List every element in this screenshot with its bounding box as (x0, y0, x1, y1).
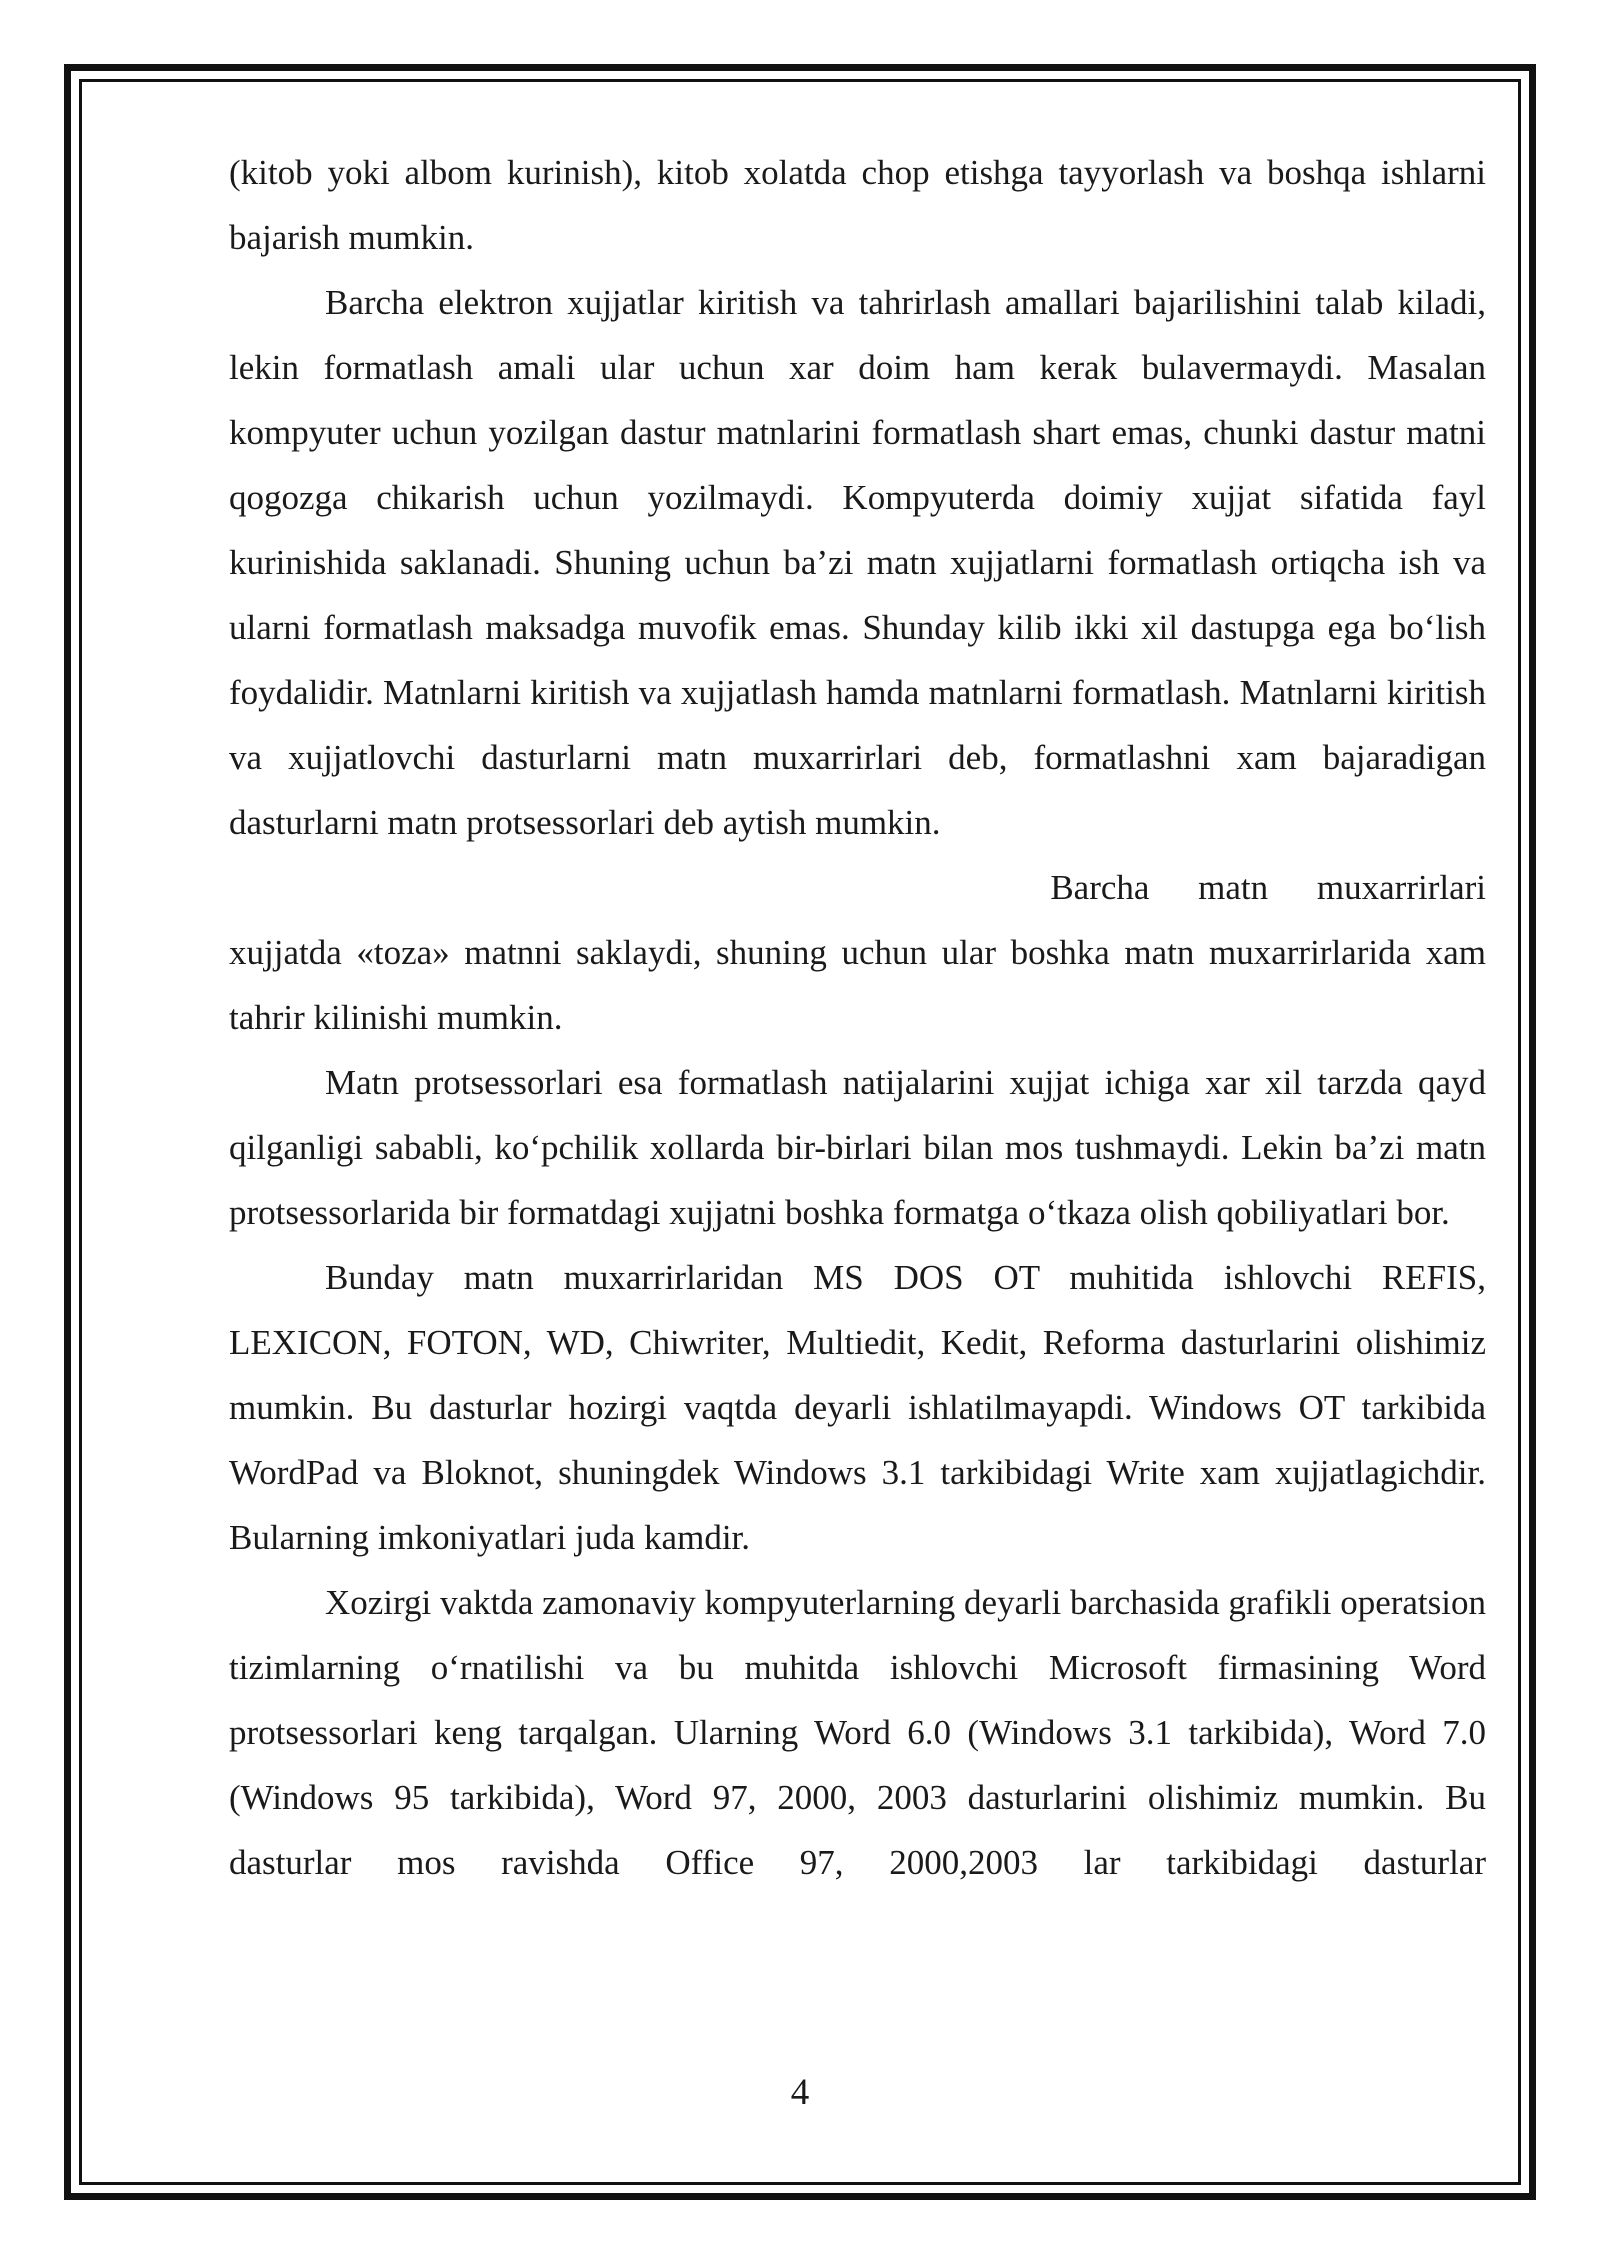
paragraph-2: Barcha elektron xujjatlar kiritish va tahrirlash amallari bajarilishini talab kiladi, lekin formatlash amali ular uchun xar doim ham kerak bulavermaydi. Masalan kompyuter uchun yozilgan dastur matnlarini formatlash shart emas, chunki dastur matni qogozga chikarish uchun yozilmaydi. Kompyuterda doimiy xujjat sifatida fayl kurinishida saklanadi. Shuning uchun ba’zi matn xujjatlarni formatlash ortiqcha ish va ularni formatlash maksadga muvofik emas. Shunday kilib ikki xil dastupga ega bo‘lish foydalidir. Matnlarni kiritish va xujjatlash hamda matnlarni formatlash. Matnlarni kiritish va xujjatlovchi dasturlarni matn muxarrirlari deb, formatlashni xam bajaradigan dasturlarni matn protsessorlari deb aytish mumkin. (229, 283, 1486, 842)
paragraph-5: Matn protsessorlari esa formatlash natijalarini xujjat ichiga xar xil tarzda qayd qilganligi sababli, ko‘pchilik xollarda bir-birlari bilan mos tushmaydi. Lekin ba’zi matn protsessorlarida bir formatdagi xujjatni boshka formatga o‘tkaza olish qobiliyatlari bor. (229, 1063, 1486, 1232)
page-number: 4 (790, 2072, 810, 2113)
document-body (229, 140, 1486, 1895)
paragraph-7: Xozirgi vaktda zamonaviy kompyuterlarning deyarli barchasida grafikli operatsion tizimlarning o‘rnatilishi va bu muhitda ishlovchi Microsoft firmasining Word protsessorlari keng tarqalgan. Ularning Word 6.0 (Windows 3.1 tarkibida), Word 7.0 (Windows 95 tarkibida), Word 97, 2000, 2003 dasturlarini olishimiz mumkin. Bu dasturlar mos ravishda Office 97, 2000,2003 lar tarkibidagi dasturlar (229, 1583, 1486, 1882)
paragraph-4: xujjatda «toza» matnni saklaydi, shuning uchun ular boshka matn muxarrirlarida xam tahrir kilinishi mumkin. (229, 933, 1486, 1037)
paragraph-6: Bunday matn muxarrirlaridan MS DOS OT muhitida ishlovchi REFIS, LEXICON, FOTON, WD, Chiwriter, Multiedit, Kedit, Reforma dasturlarini olishimiz mumkin. Bu dasturlar hozirgi vaqtda deyarli ishlatilmayapdi. Windows OT tarkibida WordPad va Bloknot, shuningdek Windows 3.1 tarkibidagi Write xam xujjatlagichdir. Bularning imkoniyatlari juda kamdir. (229, 1258, 1486, 1557)
paragraph-1: (kitob yoki albom kurinish), kitob xolatda chop etishga tayyorlash va boshqa ishlarni bajarish mumkin. (229, 153, 1486, 257)
paragraph-3: Barcha matn muxarrirlari (1050, 868, 1486, 907)
